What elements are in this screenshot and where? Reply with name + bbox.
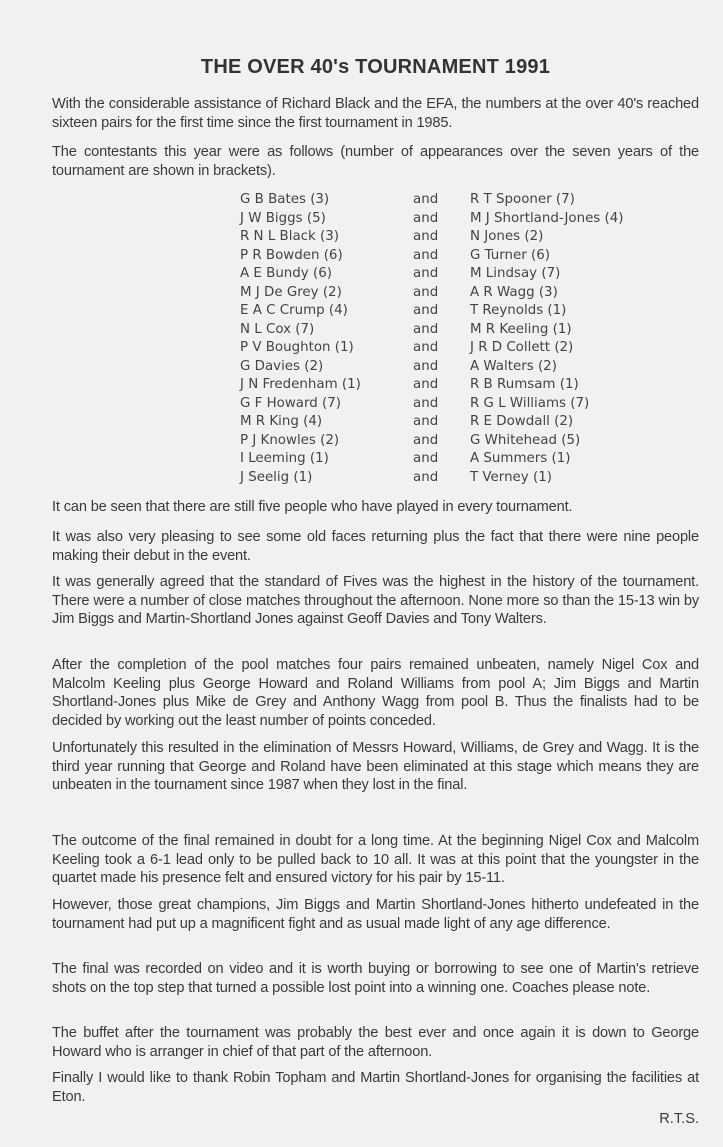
player-one: J Seelig (1) [240,469,313,485]
player-one: J N Fredenham (1) [240,377,361,392]
contestant-pair [240,376,624,395]
body-paragraph: The buffet after the tournament was probably the best ever and once again it is down to George Howard who is arranger in chief of that part of the afternoon. [52,1025,699,1060]
player-one: N L Cox (7) [240,321,315,337]
intro-paragraph: With the considerable assistance of Richard Black and the EFA, the numbers at the over 40's reached sixteen pairs for the first time since the first tournament in 1985. [52,96,699,131]
pair-connector: and [413,284,439,300]
contestant-pair [240,432,624,451]
body-paragraph: Unfortunately this resulted in the elimination of Messrs Howard, Williams, de Grey and Wagg. It is the third year running that George and Roland have been eliminated at this stage which means they are unbeaten in the tournament since 1987 when they lost in the final. [52,740,699,793]
contestant-pair [240,339,624,358]
player-two: G Whitehead (5) [470,432,581,448]
contestants-list [240,191,624,487]
player-one: M R King (4) [240,414,323,429]
player-one: E A C Crump (4) [240,303,348,318]
intro-paragraph: The contestants this year were as follows (number of appearances over the seven years of the tournament are shown in brackets). [52,144,699,179]
pair-connector: and [413,469,439,485]
pair-connector: and [413,266,439,281]
body-paragraph: The final was recorded on video and it is worth buying or borrowing to see one of Martin's retrieve shots on the top step that turned a possible lost point into a winning one. Coaches please note. [52,961,699,996]
player-two: R E Dowdall (2) [470,414,574,429]
player-two: A Summers (1) [470,451,571,466]
contestant-pair [240,395,624,414]
pair-connector: and [413,377,439,392]
player-two: A R Wagg (3) [470,284,558,300]
body-paragraph: However, those great champions, Jim Biggs and Martin Shortland-Jones hitherto undefeated in the tournament had put up a magnificent fight and as usual made light of any age difference. [52,897,699,932]
contestant-pair [240,469,624,488]
contestant-pair [240,191,624,210]
player-one: P J Knowles (2) [240,432,340,448]
player-two: R T Spooner (7) [470,192,575,207]
body-paragraph: It was generally agreed that the standard of Fives was the highest in the history of the tournament. There were a number of close matches throughout the afternoon. None more so than the 15-13 win by Jim Biggs and Martin-Shortland Jones against Geoff Davies and Tony Walters. [52,574,699,627]
player-one: A E Bundy (6) [240,266,332,281]
player-two: R G L Williams (7) [470,395,590,411]
contestant-pair [240,247,624,266]
contestant-pair [240,284,624,303]
player-two: R B Rumsam (1) [470,377,579,392]
pair-connector: and [413,229,439,244]
player-one: I Leeming (1) [240,451,329,466]
body-paragraph: After the completion of the pool matches four pairs remained unbeaten, namely Nigel Cox and Malcolm Keeling plus George Howard and Roland Williams from pool A; Jim Biggs and Martin Shortland-Jones plus Mike de Grey and Anthony Wagg from pool B. Thus the finalists had to be decided by working out the least number of points conceded. [52,657,699,729]
contestant-pair [240,302,624,321]
pair-connector: and [413,192,439,207]
player-two: M R Keeling (1) [470,321,572,337]
pair-connector: and [413,247,439,263]
body-paragraph: Finally I would like to thank Robin Topham and Martin Shortland-Jones for organising the facilities at Eton. [52,1070,699,1105]
contestant-pair [240,228,624,247]
contestant-pair [240,358,624,377]
contestant-pair [240,413,624,432]
pair-connector: and [413,303,439,318]
pair-connector: and [413,451,439,466]
contestant-pair [240,210,624,229]
pair-connector: and [413,340,439,355]
player-one: M J De Grey (2) [240,284,342,300]
contestant-pair [240,321,624,340]
author-signature: R.T.S. [659,1111,699,1127]
player-two: N Jones (2) [470,229,544,244]
player-one: G B Bates (3) [240,192,330,207]
body-paragraph: It was also very pleasing to see some old faces returning plus the fact that there were nine people making their debut in the event. [52,529,699,564]
pair-connector: and [413,432,439,448]
player-two: M J Shortland-Jones (4) [470,210,624,226]
player-two: M Lindsay (7) [470,266,561,281]
contestant-pair [240,450,624,469]
player-two: A Walters (2) [470,358,557,374]
contestant-pair [240,265,624,284]
player-one: P V Boughton (1) [240,340,354,355]
pair-connector: and [413,321,439,337]
pair-connector: and [413,358,439,374]
player-two: T Reynolds (1) [470,303,567,318]
body-paragraph: The outcome of the final remained in doubt for a long time. At the beginning Nigel Cox and Malcolm Keeling took a 6-1 lead only to be pulled back to 10 all. It was at this point that the youngster in the quartet made his presence felt and ensured victory for his pair by 15-11. [52,833,699,886]
player-one: G F Howard (7) [240,395,342,411]
body-paragraph: It can be seen that there are still five people who have played in every tournament. [52,499,573,515]
player-one: R N L Black (3) [240,229,340,244]
player-two: G Turner (6) [470,247,550,263]
player-one: P R Bowden (6) [240,247,343,263]
pair-connector: and [413,414,439,429]
document-title: THE OVER 40's TOURNAMENT 1991 [200,56,551,78]
player-two: T Verney (1) [470,469,552,485]
player-one: G Davies (2) [240,358,324,374]
player-two: J R D Collett (2) [470,340,574,355]
pair-connector: and [413,395,439,411]
player-one: J W Biggs (5) [240,210,326,226]
pair-connector: and [413,210,439,226]
